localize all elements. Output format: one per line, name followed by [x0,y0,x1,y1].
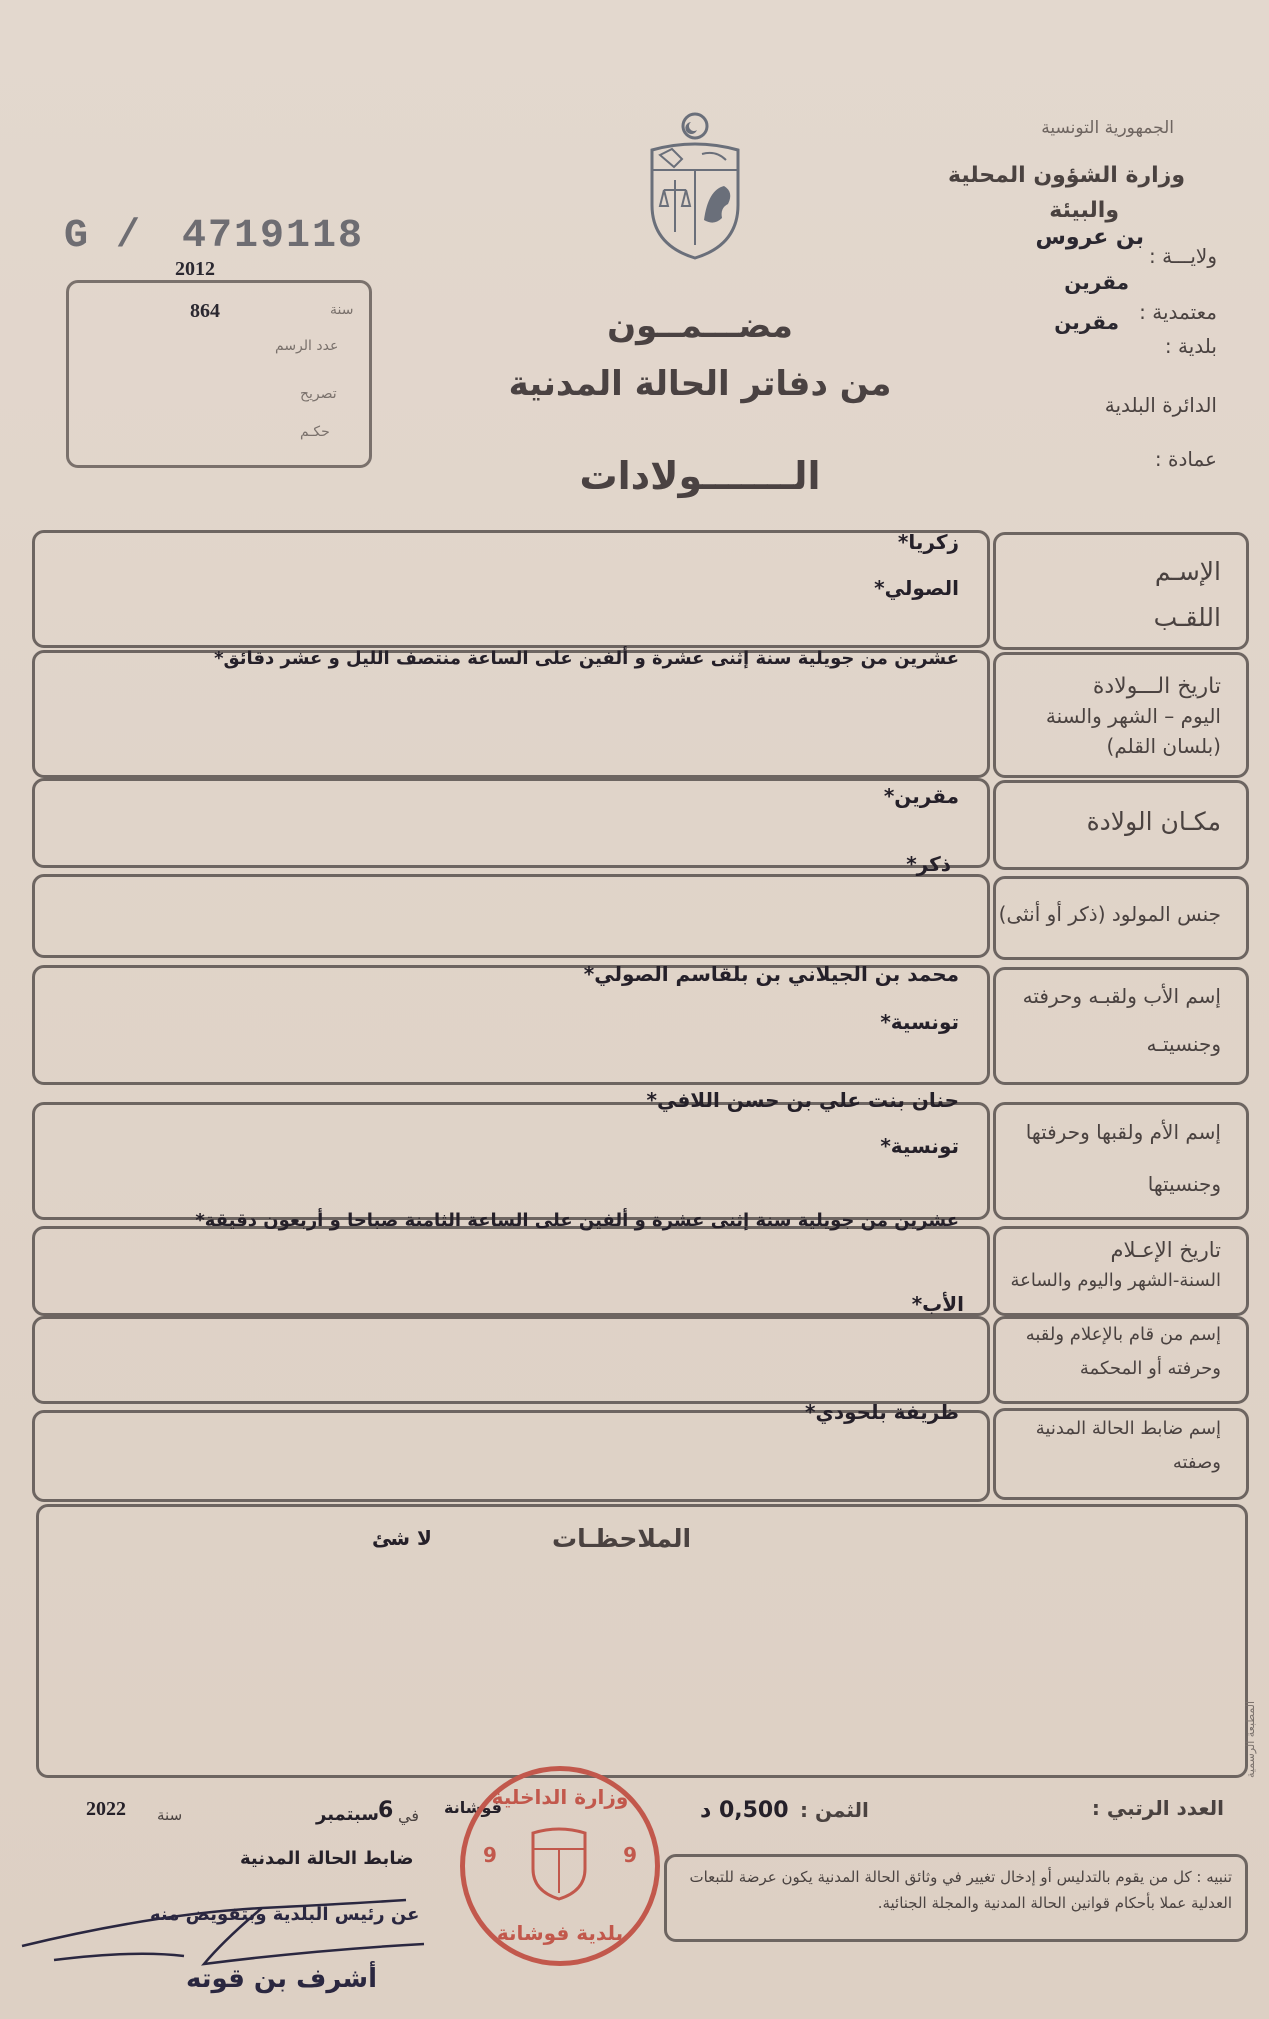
wilaya-label: ولايـــة : [1148,244,1217,268]
mother-name-value: حنان بنت علي بن حسن اللافي* [646,1088,959,1112]
tunisia-coat-of-arms-icon [642,110,748,260]
last-name-value: الصولي* [874,576,959,600]
registry-number-value: 864 [190,300,220,322]
birth-date-label: تاريخ الـــولادة [1092,674,1221,699]
serial-number: 4719118 [182,214,365,259]
birth-date-note: (بلسان القلم) [1106,734,1221,758]
field-box-birth-date-value [32,650,990,778]
first-name-label: الإسـم [1154,557,1221,586]
first-name-value: زكريا* [897,530,959,554]
delegation-value: مقرين [1064,270,1129,294]
registry-number-label: عدد الرسم [275,338,339,354]
serial-prefix: G / [64,214,143,259]
field-box-mother-value [32,1102,990,1220]
sex-label: جنس المولود (ذكر أو أنثى) [998,902,1221,926]
mother-label: إسم الأم ولقبها وحرفتها [1025,1120,1221,1144]
birth-place-label: مكـان الولادة [1086,807,1221,836]
officer-sublabel: وصفته [1172,1452,1221,1473]
ministry-label: وزارة الشؤون المحلية [948,163,1185,188]
republic-label: الجمهورية التونسية [1041,118,1174,138]
day-value: 6 [378,1798,394,1823]
remarks-label: الملاحظـات [552,1524,692,1553]
imada-label: عمادة : [1154,447,1217,471]
birth-place-value: مقرين* [883,784,959,808]
footer-notice: تنبيه : كل من يقوم بالتدليس أو إدخال تغيير في وثائق الحالة المدنية يكون عرضة للتبعات العدلية عملا بأحكام قوانين الحالة المدنية والمجلة الجنائية. [689,1868,1232,1912]
remarks-value: لا شئ [372,1526,432,1550]
last-name-label: اللقـب [1153,603,1221,632]
declaration-date-value: عشرين من جويلية سنة إثنى عشرة و ألفين على الساعة الثامنة صباحا و أربعون دقيقة* [195,1210,959,1231]
ministry-label-2: والبيئة [1049,198,1119,223]
registry-declaration-label: تصريح [300,386,337,402]
month-value: سبتمبر [316,1804,380,1825]
declaration-date-label: تاريخ الإعـلام [1110,1238,1221,1262]
stamp-top-text: وزارة الداخلية [491,1785,629,1809]
father-sublabel: وجنسيتـه [1146,1032,1221,1056]
field-box-name-value [32,530,990,648]
registry-year-label: سنة [330,302,354,318]
declarant-sublabel: وحرفته أو المحكمة [1079,1358,1221,1379]
officer-label: إسم ضابط الحالة المدنية [1035,1418,1221,1439]
registry-year-value: 2012 [175,258,215,280]
delegation-label: معتمدية : [1139,300,1217,324]
title-births: الـــــــولادات [579,454,821,498]
place-value: فوشانة [444,1798,502,1817]
officer-title: ضابط الحالة المدنية [240,1848,414,1869]
registry-judgment-label: حكـم [300,424,330,440]
declarant-label: إسم من قام بالإعلام ولقبه [1025,1324,1221,1345]
price-label: الثمن : [800,1798,869,1822]
field-box-sex-value [32,874,990,958]
municipality-label: بلدية : [1164,334,1217,358]
municipal-district-label: الدائرة البلدية [1104,393,1217,417]
officer-name: أشرف بن قوته [186,1964,377,1994]
declaration-date-sublabel: السنة-الشهر واليوم والساعة [1010,1270,1221,1291]
municipal-stamp [460,1766,660,1966]
birth-date-value: عشرين من جويلية سنة إثنى عشرة و ألفين على الساعة منتصف الليل و عشر دقائق* [214,648,959,669]
stamp-emblem-icon [527,1817,591,1901]
field-box-declaration-date-value [32,1226,990,1316]
officer-value: ظريفة بلحودي* [805,1400,959,1424]
field-box-declarant-value [32,1316,990,1404]
title-extract: مضـــمــون [607,306,793,346]
mother-sublabel: وجنسيتها [1147,1172,1221,1196]
delegate-line: عن رئيس البلدية وبتفويض منه [150,1904,420,1925]
mother-nationality-value: تونسية* [880,1134,959,1158]
year-label: سنة [157,1806,183,1824]
price-value: 0,500 د [700,1798,789,1823]
handwritten-signature [14,1880,434,1990]
sex-value: ذكر* [906,852,951,876]
stamp-number-left: 9 [483,1843,497,1867]
serial-number-label: العدد الرتبي : [1091,1796,1224,1820]
on-label: في [398,1806,419,1825]
stamp-bottom-text: بلدية فوشانة [496,1921,624,1945]
title-registers: من دفاتر الحالة المدنية [508,364,892,404]
birth-date-sublabel: اليوم – الشهر والسنة [1045,704,1221,728]
field-box-birth-place-value [32,778,990,868]
father-label: إسم الأب ولقبـه وحرفته [1022,984,1221,1008]
year-value: 2022 [86,1798,126,1820]
father-nationality-value: تونسية* [880,1010,959,1034]
declarant-value: الأب* [911,1292,964,1316]
stamp-number-right: 9 [623,1843,637,1867]
side-print-text: المطبعة الرسمية [1244,1700,1257,1778]
father-name-value: محمد بن الجيلاني بن بلقاسم الصولي* [583,962,959,986]
field-box-name-label [993,532,1249,650]
wilaya-value: بن عروس [1035,225,1144,250]
municipality-value: مقرين [1054,310,1119,334]
